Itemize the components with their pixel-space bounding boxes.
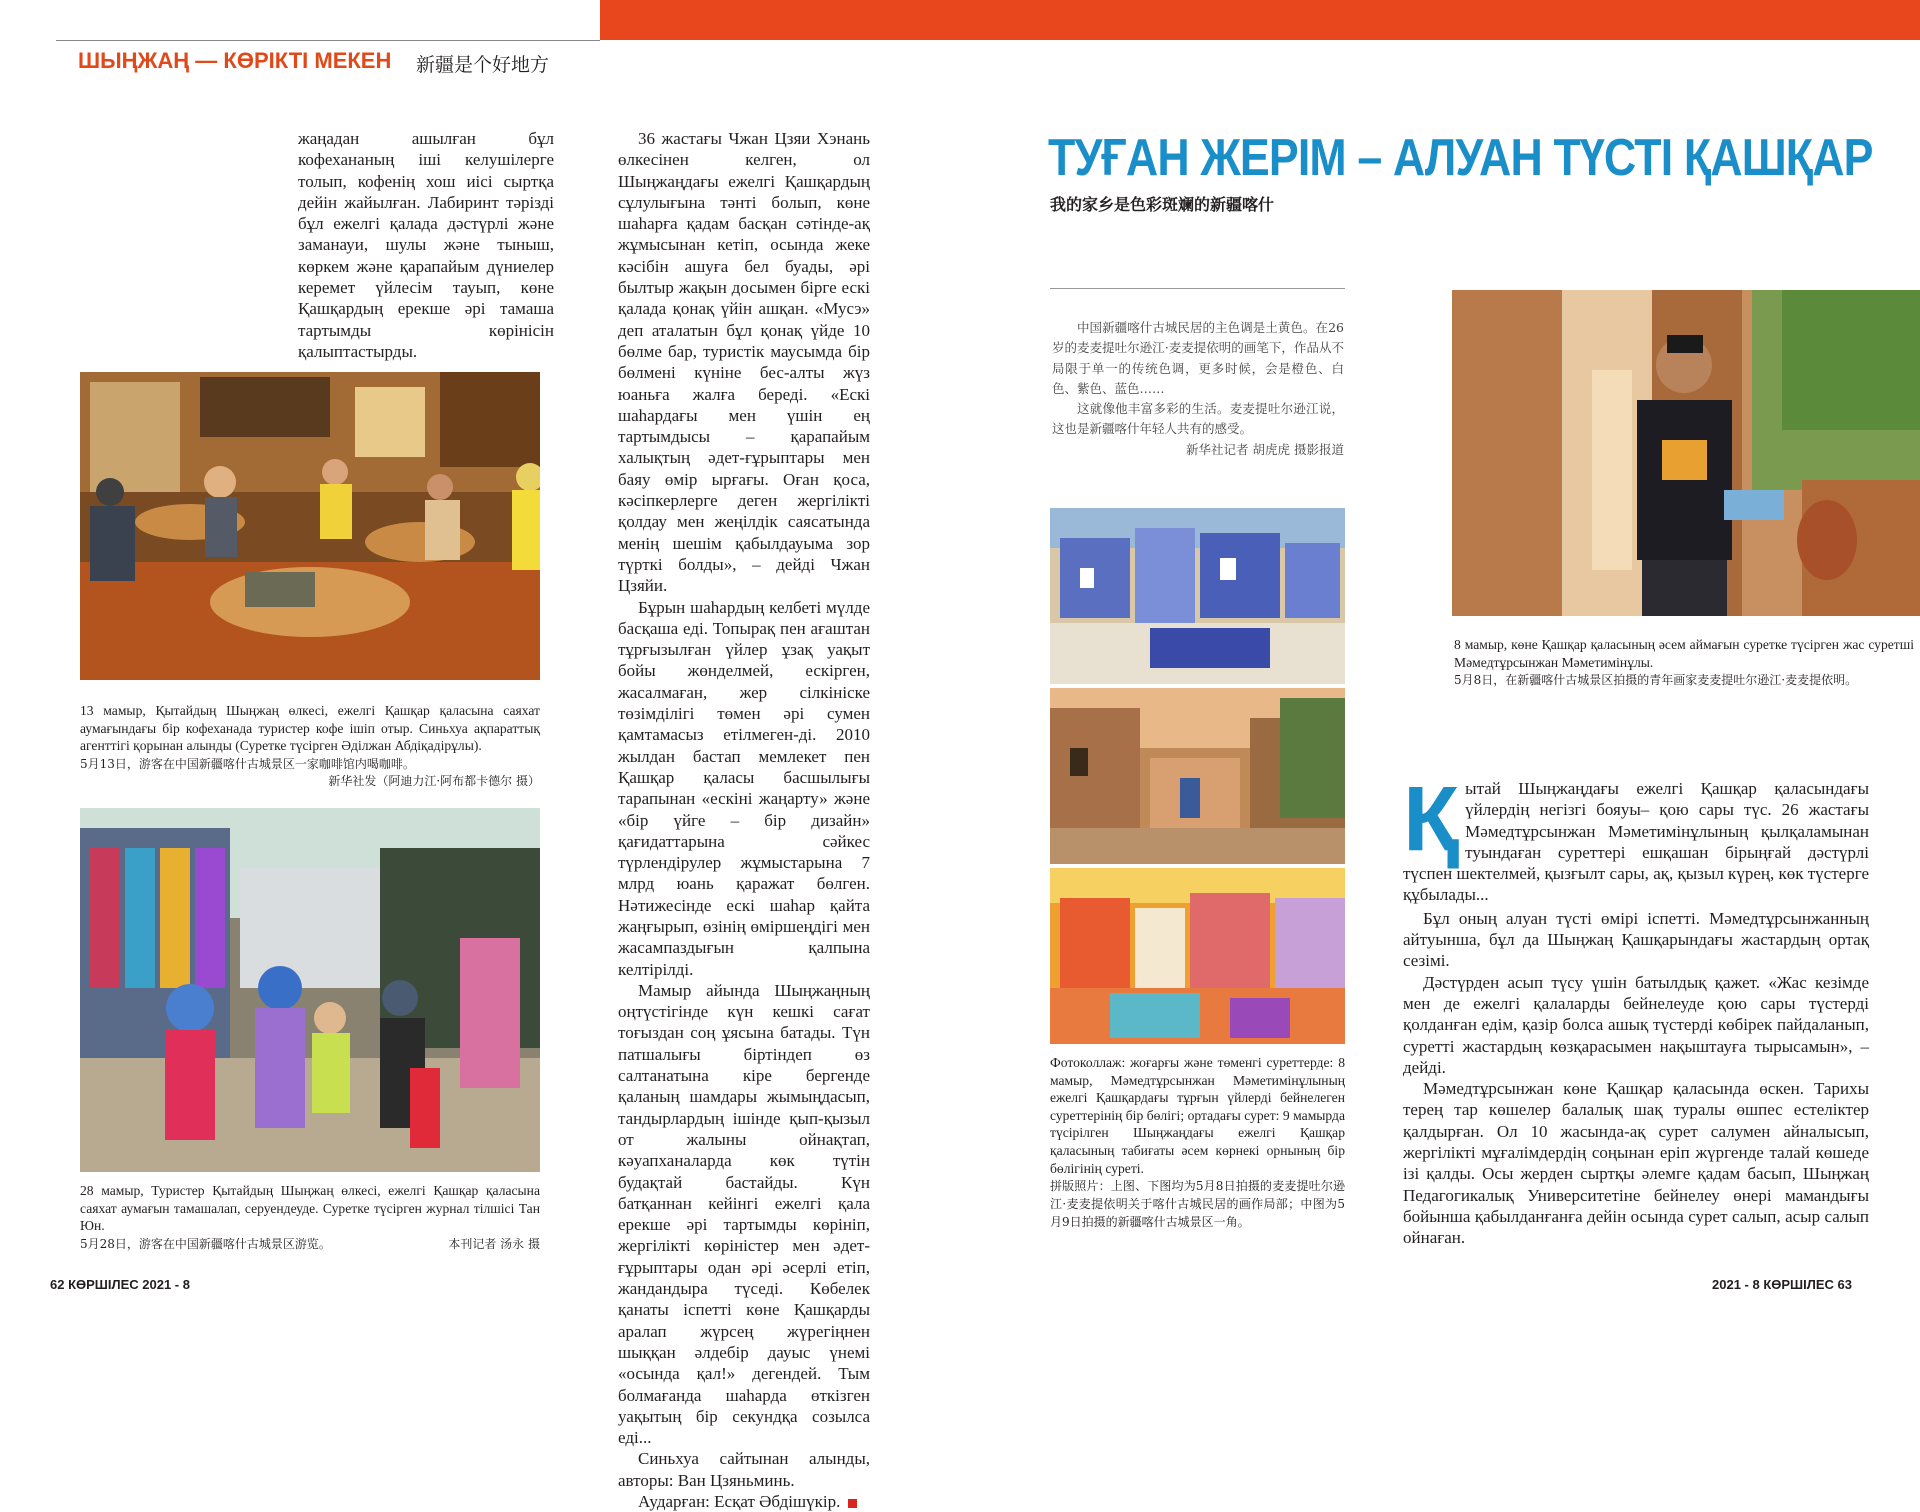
translator-text: Аударған: Есқат Әбдішүкір.: [638, 1492, 841, 1511]
painting-photo-top: [1050, 508, 1345, 684]
portrait-caption: [1454, 636, 1914, 689]
caption-credit: 本刊记者 汤永 摄: [448, 1236, 540, 1251]
drop-cap: Қ: [1403, 768, 1460, 870]
intro-paragraph: жаңадан ашылған бұл кофехананың іші келушілерге толып, кофенің хош иісі сыртқа дейін жайылған. Лабиринт тәрізді бұл ежелгі қалада дәстүрлі және заманауи, шулы және тыныш, көркем және қарапайым дүниелер керемет үйлесім тауып, көне Қашқардың ерекше әрі тамаша тартымды көрінісін қалыптастырды.: [298, 129, 554, 361]
top-color-bar: [600, 0, 1920, 40]
right-body-text: [1403, 768, 1869, 1249]
caption-text: Фотоколлаж: жоғарғы және төменгі суреттерде: 8 мамыр, Мәмедтұрсынжан Мәметимінұлының ежелгі Қашқардағы тұрғын үйлерді бейнелеген суреттерінің бір бөлігі; ортадағы сурет: 9 мамырда түсірілген Шыңжаңдағы ежелгі Қашқар қаласының табиғаты әсем көрнекі орнының бір бөлігінің суреті.: [1050, 1055, 1345, 1176]
old-city-street-photo: [1050, 688, 1345, 864]
caption-credit: 新华社发（阿迪力江·阿布都卡德尔 摄）: [328, 773, 540, 788]
cn-credit: 新华社记者 胡虎虎 摄影报道: [1186, 441, 1344, 457]
section-title-cn: 新疆是个好地方: [416, 54, 550, 76]
painting-photo-bottom: [1050, 868, 1345, 1044]
coffeehouse-photo: [80, 372, 540, 680]
left-column-intro: [298, 128, 554, 362]
source-line: Синьхуа сайтынан алынды, авторы: Ван Цзяньминь.: [618, 1449, 870, 1490]
artist-portrait-photo: [1452, 290, 1920, 616]
caption-cn: 5月8日，在新疆喀什古城景区拍摄的青年画家麦麦提吐尔逊江·麦麦提依明。: [1454, 673, 1858, 688]
paragraph: 36 жастағы Чжан Цзяи Хэнань өлкесінен келген, ол Шыңжаңдағы ежелгі Қашқардың сұлулығына тәнті болып, көне шаһарға қадам басқан сәтінде-ақ жұмысынан кетіп, осында жеке кәсібін ашуға бел буады, әрі былтыр жақын досымен бірге ескі қалада қонақ үйін ашқан. «Мусэ» деп аталатын бұл қонақ үйде 10 бөлме бар, туристік маусымда бір бөлмені күніне бес-алты жүз юаньға жалға береді. «Ескі шаһардағы мен үшін ең тартымдысы – қарапайым халықтың әдет-ғұрыптары мен баяу өмір ырғағы. Оған қоса, кәсіпкерлерге деген жергілікті қолдау мен жеңілдік саясатында менің шешім қабылдауыма зор түрткі болды», – дейді Чжан Цзяйи.: [618, 129, 870, 596]
caption-text: 8 мамыр, көне Қашқар қаласының әсем аймағын суретке түсірген жас суретші Мәмедтұрсынжан Мәметимінұлы.: [1454, 637, 1914, 670]
paragraph: Бұрын шаһардың келбеті мүлде басқаша еді. Топырақ пен ағаштан тұрғызылған үйлер ұзақ уақыт бойы жөнделмей, ескірген, жасалмаған, жер сілкініске төзімділігі төмен әрі сумен қамтамасыз етілмеген-ді. 2010 жылдан бастап мемлекет пен Қашқар қаласы басшылығы тарапынан «ескіні жаңарту» және «бір үйге – бір дизайн» қағидаттарына сәйкес түрлендірулер жұмыстарына 7 млрд юань қаражат бөлген. Нәтижесінде ескі шаһар қайта жаңғырып, өзінің өміршеңдігі мен жасампаздығын қалпына келтірілді.: [618, 597, 870, 979]
paragraph: Мамыр айында Шыңжаңның оңтүстігінде күн кешкі сағат тоғыздан соң ұясына батады. Түн патшалығы біртіндеп өз салтанатына кіре бергенде қаланың шамдары жымыңдасып, тандырлардың ішінде қып-қызыл от жалыны ойнақтап, кәуапханаларда көк түтін будақтай бастайды. Күн батқаннан кейінгі ежелгі қала ерекше әрі тартымды көрініп, жергілікті көріністер мен әдет-ғұрыптары одан әрі әсерлі етіп, жандандыра түседі. Көбелек қанаты іспетті көне Қашқарды аралап жүрсең жүрегіңнен шыққан әлдебір дауыс үнемі «осында қал!» дегендей. Тым болмағанда шаһарда өткізген уақытың бір секундқа созылса еді...: [618, 980, 870, 1448]
caption-text: 28 мамыр, Туристер Қытайдың Шыңжаң өлкесі, ежелгі Қашқар қаласына саяхат аумағын тамашалап, серуендеуде. Суретке түсірген журнал тілшісі Тан Юн.: [80, 1183, 540, 1234]
coffeehouse-caption: [80, 702, 540, 790]
title-rule: [1050, 288, 1345, 289]
collage-caption: [1050, 1054, 1345, 1231]
article-subtitle-cn: 我的家乡是色彩斑斓的新疆喀什: [1050, 195, 1275, 214]
paragraph: Дәстүрден асып түсу үшін батылдық қажет. «Жас кезімде мен де ежелгі қалаларды бейнелеуде қою сары түстерді қолданған едім, қазір болса ашық түстерді көбірек пайдаланып, суретті жастардың көзқарасымен нақыштауға тырысамын», – дейді.: [1403, 972, 1869, 1077]
caption-text: 13 мамыр, Қытайдың Шыңжаң өлкесі, ежелгі Қашқар қаласына саяхат аумағындағы бір кофеханада туристер кофе ішіп отыр. Синьхуа ақпараттық агенттігі қорынан алынды (Суретке түсірген Әділжан Абдіқадірұлы).: [80, 703, 540, 754]
caption-cn: 拼版照片：上图、下图均为5月8日拍摄的麦麦提吐尔逊江·麦麦提依明关于喀什古城民居的画作局部；中图为5月9日拍摄的新疆喀什古城景区一角。: [1050, 1179, 1345, 1230]
caption-cn: 5月13日，游客在中国新疆喀什古城景区一家咖啡馆内喝咖啡。: [80, 756, 415, 771]
cn-paragraph: 这就像他丰富多彩的生活。麦麦提吐尔逊江说，这也是新疆喀什年轻人共有的感受。: [1052, 401, 1344, 437]
paragraph: Бұл оның алуан түсті өмірі іспетті. Мәмедтұрсынжанның айтуынша, бұл да Шыңжаң Қашқарындағы жастардың ортақ сезімі.: [1403, 908, 1869, 971]
cn-intro: [1052, 318, 1344, 460]
lead-text: ытай Шыңжаңдағы ежелгі Қашқар қаласындағы үйлердің негізгі бояуы– қою сары түс. 26 жастағы Мәмедтұрсынжан Мәметимінұлының қылқаламынан туындаған суреттері ешқашан бірыңғай дәстүрлі түспен шектелмей, қызғылт сары, ақ, қызыл күрең, көк түстерге құбылады...: [1403, 779, 1869, 905]
caption-cn: 5月28日，游客在中国新疆喀什古城景区游览。: [80, 1236, 331, 1251]
lead-paragraph: [1403, 768, 1869, 906]
market-street-photo: [80, 808, 540, 1172]
market-caption: [80, 1182, 540, 1253]
section-title: ШЫҢЖАҢ — КӨРІКТІ МЕКЕН: [78, 48, 392, 73]
translator-line: [618, 1491, 870, 1512]
left-column-2: [618, 128, 870, 1512]
paragraph: Мәмедтұрсынжан көне Қашқар қаласында өскен. Тарихы терең тар көшелер балалық шақ туралы өшпес естеліктер қалдырған. Ол 10 жасында-ақ сурет салумен айналысып, жергілікті мұғалімдердің соңынан еріп жүргенде талай көшеде ізі қалды. Осы жерден сыртқы әлемге қадам басып, Шыңжаң Педагогикалық Университетіне бейнелеу өнері мамандығы бойынша қабылданғанға дейін осында сурет салып, асыр салып ойнаған.: [1403, 1079, 1869, 1248]
end-mark-icon: [848, 1499, 857, 1508]
right-page-footer: 2021 - 8 КӨРШІЛЕС 63: [1712, 1277, 1852, 1292]
left-page-footer: 62 КӨРШІЛЕС 2021 - 8: [50, 1277, 190, 1292]
cn-paragraph: 中国新疆喀什古城民居的主色调是土黄色。在26岁的麦麦提吐尔逊江·麦麦提依明的画笔下，作品从不局限于单一的传统色调，更多时候，会是橙色、白色、紫色、蓝色……: [1052, 320, 1344, 396]
article-title: ТУҒАН ЖЕРІМ – АЛУАН ТҮСТІ ҚАШҚАР: [1048, 129, 1873, 187]
header-rule: [56, 40, 600, 41]
